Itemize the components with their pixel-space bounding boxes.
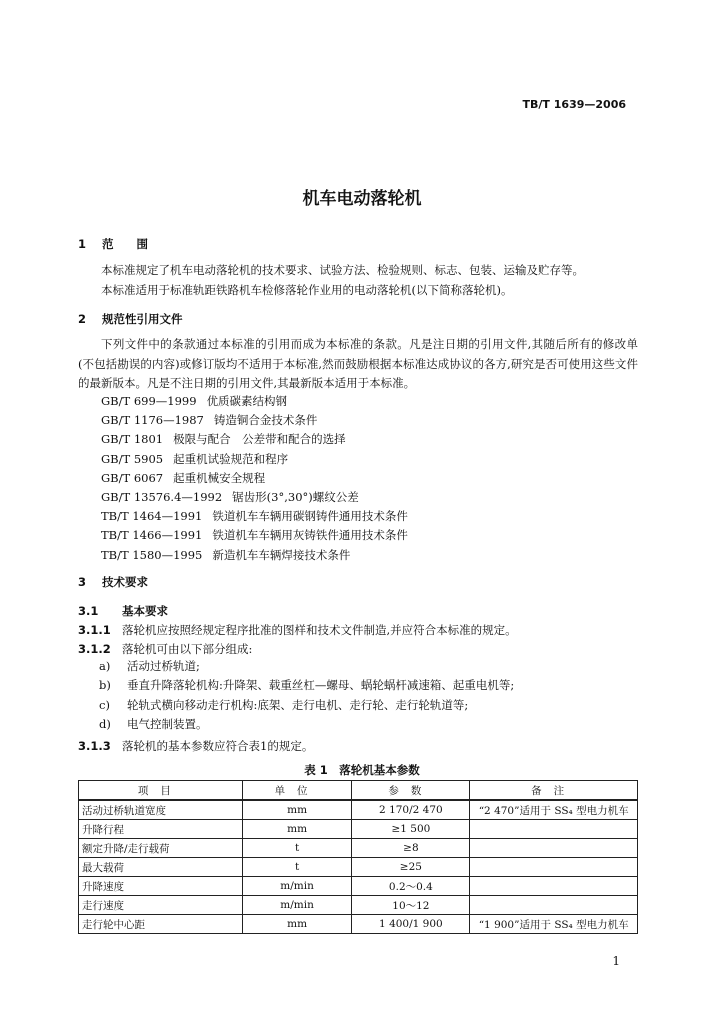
reference-item: GB/T 699—1999 优质碳素结构钢: [101, 394, 288, 408]
section-title: 规范性引用文件: [102, 312, 183, 326]
list-item: a) 活动过桥轨道;: [99, 659, 200, 673]
reference-item: GB/T 1176—1987 铸造铜合金技术条件: [101, 413, 318, 428]
clause-number: 3.1: [78, 604, 99, 618]
reference-list: [101, 392, 408, 565]
section-2-heading: [78, 311, 183, 327]
column-header: 备注: [470, 781, 638, 801]
reference-item: TB/T 1464—1991 铁道机车车辆用碳钢铸件通用技术条件: [101, 509, 408, 524]
column-header: 单位: [242, 781, 352, 801]
reference-item: TB/T 1580—1995 新造机车车辆焊接技术条件: [101, 547, 351, 562]
clause-3-1-1: [78, 622, 517, 638]
section-title: 范 围: [102, 237, 149, 251]
reference-item: GB/T 6067 起重机械安全规程: [101, 470, 266, 485]
normative-references-paragraph: 下列文件中的条款通过本标准的引用而成为本标准的条款。凡是注日期的引用文件,其随后所有的修改单(不包括勘误的内容)或修订版均不适用于本标准,然而鼓励根据本标准达成协议的各方,研究是否可使用这些文件的最新版本。凡是不注日期的引用文件,其最新版本适用于本标准。: [78, 337, 638, 390]
clause-number: 3.1.2: [78, 642, 111, 656]
table-row: 走行轮中心距 mm 1 400/1 900 “1 900”适用于 SS₄ 型电力机车: [79, 915, 638, 934]
list-item: b) 垂直升降落轮机构:升降架、载重丝杠—螺母、蜗轮蜗杆减速箱、起重电机等;: [99, 678, 515, 693]
list-item: d) 电气控制装置。: [99, 717, 208, 732]
reference-item: GB/T 5905 起重机试验规范和程序: [101, 451, 289, 466]
section-number: 2: [78, 312, 87, 326]
clause-3-1-2: [78, 641, 252, 657]
standard-code-header: TB/T 1639—2006: [522, 98, 626, 111]
list-item: c) 轮轨式横向移动走行机构:底架、走行电机、走行轮、走行轮轨道等;: [99, 697, 469, 712]
table-row: 升降行程 mm ≥1 500: [79, 820, 638, 839]
table-row: 额定升降/走行载荷 t ≥8: [79, 839, 638, 858]
clause-text: 落轮机可由以下部分组成:: [122, 642, 253, 656]
section-title: 技术要求: [102, 575, 149, 589]
column-header: 参数: [352, 781, 470, 801]
reference-item: GB/T 13576.4—1992 锯齿形(3°,30°)螺纹公差: [101, 490, 359, 505]
table-row: 最大载荷 t ≥25: [79, 858, 638, 877]
table-header-row: [79, 781, 638, 801]
document-title: 机车电动落轮机: [302, 189, 422, 209]
section-3-heading: [78, 574, 148, 590]
reference-item: TB/T 1466—1991 铁道机车车辆用灰铸铁件通用技术条件: [101, 528, 408, 543]
clause-number: 3.1.3: [78, 739, 111, 753]
table-row: 升降速度 m/min 0.2～0.4: [79, 877, 638, 896]
scope-line-1: 本标准规定了机车电动落轮机的技术要求、试验方法、检验规则、标志、包装、运输及贮存等。: [101, 263, 584, 277]
clause-number: 3.1.1: [78, 623, 111, 637]
clause-3-1: [78, 603, 168, 619]
page-number: 1: [612, 954, 620, 968]
component-list: [99, 657, 514, 735]
section-number: 3: [78, 575, 87, 589]
clause-text: 落轮机的基本参数应符合表1的规定。: [122, 739, 314, 753]
section-number: 1: [78, 237, 87, 251]
scope-line-2: 本标准适用于标准轨距铁路机车检修落轮作业用的电动落轮机(以下简称落轮机)。: [101, 283, 513, 297]
table-row: 活动过桥轨道宽度 mm 2 170/2 470 “2 470”适用于 SS₄ 型电力机车: [79, 800, 638, 820]
parameters-table: [78, 780, 638, 934]
column-header: 项目: [79, 781, 243, 801]
section-1-heading: [78, 236, 148, 252]
clause-text: 落轮机应按照经规定程序批准的图样和技术文件制造,并应符合本标准的规定。: [122, 623, 517, 637]
clause-title: 基本要求: [122, 604, 168, 618]
table-caption: 表 1 落轮机基本参数: [304, 763, 420, 777]
clause-3-1-3: [78, 738, 313, 754]
table-row: 走行速度 m/min 10～12: [79, 896, 638, 915]
reference-item: GB/T 1801 极限与配合 公差带和配合的选择: [101, 432, 346, 447]
